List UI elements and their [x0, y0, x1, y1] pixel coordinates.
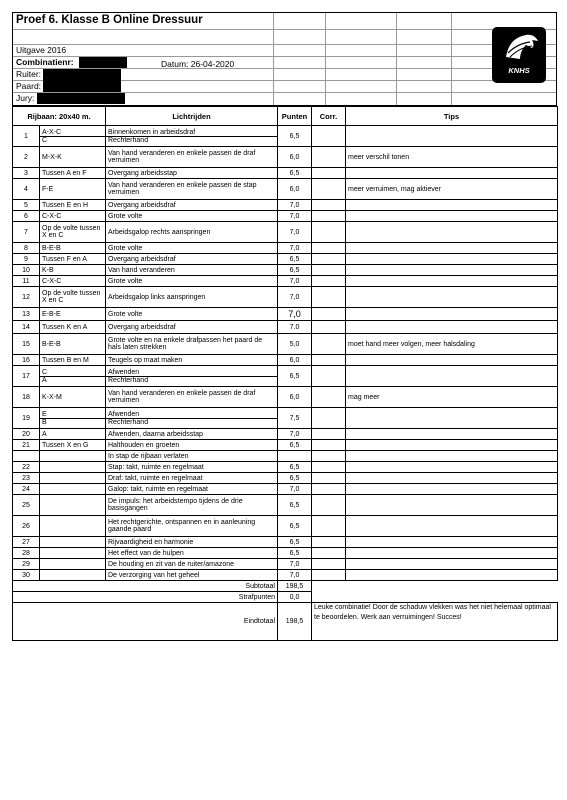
- row-description: Van hand veranderen: [106, 265, 278, 276]
- eindtotaal-label: Eindtotaal: [13, 603, 278, 641]
- col-lichtrijden: Lichtrijden: [106, 107, 278, 126]
- row-tips: [346, 484, 558, 495]
- col-rijbaan: Rijbaan: 20x40 m.: [13, 107, 106, 126]
- row-punten: 6,0: [278, 355, 312, 366]
- table-row: [13, 334, 558, 355]
- row-tips: [346, 548, 558, 559]
- row-location: Tussen A en F: [40, 168, 106, 179]
- row-description: [106, 366, 278, 387]
- row-number: 23: [13, 473, 40, 484]
- row-corr: [312, 126, 346, 147]
- row-description: Rijvaardigheid en harmonie: [106, 537, 278, 548]
- row-punten: 6,5: [278, 366, 312, 387]
- row-punten: 6,5: [278, 548, 312, 559]
- row-description: Van hand veranderen en enkele passen de draf verruimen: [106, 147, 278, 168]
- row-description: [106, 408, 278, 429]
- row-description: Het rechtgerichte, ontspannen en in aanleuning gaande paard: [106, 516, 278, 537]
- row-location: [40, 570, 106, 581]
- row-punten: 6,5: [278, 495, 312, 516]
- row-number: 24: [13, 484, 40, 495]
- row-location: [40, 451, 106, 462]
- table-row: [13, 179, 558, 200]
- row-punten: 6,5: [278, 473, 312, 484]
- table-row: [13, 451, 558, 462]
- row-tips: meer verruimen, mag aktiever: [346, 179, 558, 200]
- table-row: [13, 440, 558, 451]
- row-punten: 6,0: [278, 147, 312, 168]
- row-tips: [346, 265, 558, 276]
- knhs-logo: [492, 27, 546, 83]
- row-location: A: [40, 429, 106, 440]
- table-row: [13, 254, 558, 265]
- row-location: [40, 473, 106, 484]
- row-tips: [346, 366, 558, 387]
- row-location: [40, 126, 106, 147]
- row-corr: [312, 451, 346, 462]
- table-row: [13, 473, 558, 484]
- row-number: 8: [13, 243, 40, 254]
- row-corr: [312, 334, 346, 355]
- row-punten: 7,0: [278, 484, 312, 495]
- table-row: [13, 287, 558, 308]
- location-part: B: [40, 418, 105, 426]
- row-corr: [312, 200, 346, 211]
- row-punten: 6,5: [278, 516, 312, 537]
- table-row: [13, 355, 558, 366]
- table-row: [13, 321, 558, 334]
- row-location: Tussen X en G: [40, 440, 106, 451]
- description-part: Binnenkomen in arbeidsdraf: [108, 128, 196, 136]
- strafpunten-label: Strafpunten: [13, 592, 278, 603]
- score-table: [12, 106, 558, 641]
- page-title: Proef 6. Klasse B Online Dressuur: [16, 14, 203, 26]
- row-number: 6: [13, 211, 40, 222]
- location-part: A: [40, 376, 105, 384]
- row-punten: 7,0: [278, 222, 312, 243]
- row-number: [13, 451, 40, 462]
- row-number: 16: [13, 355, 40, 366]
- row-location: [40, 408, 106, 429]
- row-tips: [346, 254, 558, 265]
- row-tips: [346, 308, 558, 321]
- row-number: 9: [13, 254, 40, 265]
- table-row: [13, 308, 558, 321]
- row-location: Op de volte tussen X en C: [40, 222, 106, 243]
- redacted-jury: [37, 93, 125, 104]
- table-row: [13, 559, 558, 570]
- row-number: 19: [13, 408, 40, 429]
- row-description: Arbeidsgalop links aanspringen: [106, 287, 278, 308]
- row-punten: 7,0: [278, 276, 312, 287]
- row-description: Overgang arbeidsdraf: [106, 200, 278, 211]
- row-corr: [312, 495, 346, 516]
- row-number: 26: [13, 516, 40, 537]
- table-row: [13, 126, 558, 147]
- row-corr: [312, 265, 346, 276]
- row-punten: 6,5: [278, 126, 312, 147]
- row-corr: [312, 429, 346, 440]
- row-tips: [346, 570, 558, 581]
- row-tips: [346, 200, 558, 211]
- table-row: [13, 516, 558, 537]
- row-punten: 7,0: [278, 287, 312, 308]
- row-description: De houding en zit van de ruiter/amazone: [106, 559, 278, 570]
- row-number: 15: [13, 334, 40, 355]
- row-punten: 6,0: [278, 179, 312, 200]
- table-row: [13, 147, 558, 168]
- col-tips: Tips: [346, 107, 558, 126]
- table-row: [13, 484, 558, 495]
- table-row: [13, 168, 558, 179]
- row-location: C-X-C: [40, 276, 106, 287]
- row-number: 28: [13, 548, 40, 559]
- table-row: [13, 387, 558, 408]
- row-number: 14: [13, 321, 40, 334]
- row-punten: 6,0: [278, 387, 312, 408]
- row-location: [40, 495, 106, 516]
- description-part: Rechterhand: [106, 418, 277, 426]
- row-punten: [278, 451, 312, 462]
- row-corr: [312, 355, 346, 366]
- row-location: F-E: [40, 179, 106, 200]
- table-row: [13, 548, 558, 559]
- row-punten: 7,5: [278, 408, 312, 429]
- row-tips: [346, 321, 558, 334]
- row-punten: 6,5: [278, 168, 312, 179]
- row-corr: [312, 570, 346, 581]
- header-block: [12, 12, 557, 106]
- table-row: [13, 495, 558, 516]
- row-punten: 6,5: [278, 440, 312, 451]
- row-tips: moet hand meer volgen, meer halsdaling: [346, 334, 558, 355]
- row-location: B-E-B: [40, 243, 106, 254]
- row-location: K-X-M: [40, 387, 106, 408]
- row-number: 4: [13, 179, 40, 200]
- row-corr: [312, 254, 346, 265]
- row-punten: 6,5: [278, 462, 312, 473]
- row-corr: [312, 147, 346, 168]
- table-row: [13, 570, 558, 581]
- row-number: 30: [13, 570, 40, 581]
- table-row: [13, 243, 558, 254]
- row-punten: 6,5: [278, 265, 312, 276]
- table-row: [13, 429, 558, 440]
- row-tips: [346, 276, 558, 287]
- row-corr: [312, 308, 346, 321]
- row-tips: [346, 462, 558, 473]
- row-tips: [346, 473, 558, 484]
- row-number: 12: [13, 287, 40, 308]
- row-location: [40, 516, 106, 537]
- row-description: Arbeidsgalop rechts aanspringen: [106, 222, 278, 243]
- row-corr: [312, 537, 346, 548]
- row-number: 13: [13, 308, 40, 321]
- row-tips: [346, 222, 558, 243]
- row-number: 20: [13, 429, 40, 440]
- subtotaal-row: [13, 581, 558, 592]
- location-part: C: [42, 368, 48, 376]
- row-description: Afwenden, daarna arbeidsstap: [106, 429, 278, 440]
- row-number: 17: [13, 366, 40, 387]
- description-part: Rechterhand: [106, 136, 277, 144]
- row-punten: 6,5: [278, 537, 312, 548]
- row-tips: [346, 451, 558, 462]
- table-row: [13, 265, 558, 276]
- uitgave-label: Uitgave 2016: [16, 45, 67, 55]
- row-location: C-X-C: [40, 211, 106, 222]
- table-row: [13, 211, 558, 222]
- row-corr: [312, 408, 346, 429]
- row-location: Tussen B en M: [40, 355, 106, 366]
- eindtotaal-row: [13, 603, 558, 641]
- horse-head-icon: [492, 27, 546, 67]
- row-description: Teugels op maat maken: [106, 355, 278, 366]
- description-part: Afwenden: [108, 368, 140, 376]
- subtotaal-value: 198,5: [278, 581, 312, 592]
- row-corr: [312, 440, 346, 451]
- row-location: Tussen F en A: [40, 254, 106, 265]
- row-tips: meer verschil tonen: [346, 147, 558, 168]
- table-row: [13, 462, 558, 473]
- location-part: A-X-C: [42, 128, 62, 136]
- row-punten: 7,0: [278, 308, 312, 321]
- table-row: [13, 200, 558, 211]
- description-part: Rechterhand: [106, 376, 277, 384]
- table-header-row: [13, 107, 558, 126]
- row-corr: [312, 287, 346, 308]
- strafpunten-row: [13, 592, 558, 603]
- subtotaal-label: Subtotaal: [13, 581, 278, 592]
- row-tips: [346, 429, 558, 440]
- table-row: [13, 366, 558, 387]
- col-corr: Corr.: [312, 107, 346, 126]
- row-location: K-B: [40, 265, 106, 276]
- row-description: Grote volte en na enkele drafpassen het paard de hals laten strekken: [106, 334, 278, 355]
- row-corr: [312, 222, 346, 243]
- judge-comment: Leuke combinatie! Door de schaduw vlekken was het niet helemaal optimaal te beoordelen. Werk aan verruimingen! Succes!: [312, 603, 558, 641]
- row-description: Stap: takt, ruimte en regelmaat: [106, 462, 278, 473]
- row-tips: mag meer: [346, 387, 558, 408]
- row-number: 18: [13, 387, 40, 408]
- combinatie-label: Combinatienr:: [16, 57, 74, 67]
- row-corr: [312, 516, 346, 537]
- row-location: [40, 366, 106, 387]
- row-tips: [346, 168, 558, 179]
- paard-label: Paard:: [16, 81, 42, 91]
- row-location: [40, 484, 106, 495]
- row-description: In stap de rijbaan verlaten: [106, 451, 278, 462]
- row-tips: [346, 355, 558, 366]
- row-description: Grote volte: [106, 308, 278, 321]
- row-punten: 7,0: [278, 211, 312, 222]
- row-location: [40, 548, 106, 559]
- row-punten: 7,0: [278, 559, 312, 570]
- redacted-ruiter-paard: [43, 69, 121, 92]
- row-punten: 7,0: [278, 429, 312, 440]
- row-tips: [346, 516, 558, 537]
- row-tips: [346, 537, 558, 548]
- row-number: 22: [13, 462, 40, 473]
- row-number: 7: [13, 222, 40, 243]
- row-corr: [312, 548, 346, 559]
- row-description: [106, 126, 278, 147]
- row-description: Overgang arbeidsdraf: [106, 254, 278, 265]
- location-part: C: [40, 136, 105, 144]
- row-tips: [346, 126, 558, 147]
- row-corr: [312, 559, 346, 570]
- row-location: Tussen E en H: [40, 200, 106, 211]
- row-description: Overgang arbeidsdraf: [106, 321, 278, 334]
- redacted-combinatienr: [79, 57, 127, 68]
- row-corr: [312, 366, 346, 387]
- row-punten: 7.0: [278, 321, 312, 334]
- row-description: Van hand veranderen en enkele passen de draf verruimen: [106, 387, 278, 408]
- strafpunten-value: 0,0: [278, 592, 312, 603]
- row-number: 3: [13, 168, 40, 179]
- location-part: E: [42, 410, 47, 418]
- row-number: 11: [13, 276, 40, 287]
- row-tips: [346, 287, 558, 308]
- row-description: Galop: takt, ruimte en regelmaat: [106, 484, 278, 495]
- row-location: [40, 559, 106, 570]
- row-tips: [346, 495, 558, 516]
- row-description: Overgang arbeidsstap: [106, 168, 278, 179]
- table-row: [13, 222, 558, 243]
- row-corr: [312, 168, 346, 179]
- row-tips: [346, 211, 558, 222]
- row-corr: [312, 484, 346, 495]
- row-description: Het effect van de hulpen: [106, 548, 278, 559]
- row-description: Van hand veranderen en enkele passen de stap verruimen: [106, 179, 278, 200]
- row-corr: [312, 462, 346, 473]
- eindtotaal-value: 198,5: [278, 603, 312, 641]
- row-description: De verzorging van het geheel: [106, 570, 278, 581]
- row-number: 29: [13, 559, 40, 570]
- row-description: Grote volte: [106, 276, 278, 287]
- row-corr: [312, 473, 346, 484]
- row-number: 27: [13, 537, 40, 548]
- row-location: Tussen K en A: [40, 321, 106, 334]
- row-location: B-E-B: [40, 334, 106, 355]
- row-tips: [346, 440, 558, 451]
- row-number: 10: [13, 265, 40, 276]
- row-location: [40, 462, 106, 473]
- row-corr: [312, 243, 346, 254]
- row-corr: [312, 276, 346, 287]
- row-description: Halthouden en groeten: [106, 440, 278, 451]
- row-number: 1: [13, 126, 40, 147]
- row-punten: 7,0: [278, 570, 312, 581]
- ruiter-label: Ruiter:: [16, 69, 42, 79]
- logo-text: KNHS: [508, 66, 530, 75]
- row-corr: [312, 179, 346, 200]
- row-tips: [346, 243, 558, 254]
- row-number: 2: [13, 147, 40, 168]
- col-punten: Punten: [278, 107, 312, 126]
- row-tips: [346, 408, 558, 429]
- table-row: [13, 276, 558, 287]
- row-number: 25: [13, 495, 40, 516]
- row-tips: [346, 559, 558, 570]
- row-punten: 7,0: [278, 200, 312, 211]
- table-row: [13, 537, 558, 548]
- row-location: [40, 537, 106, 548]
- row-description: Grote volte: [106, 243, 278, 254]
- row-number: 21: [13, 440, 40, 451]
- row-description: Draf: takt, ruimte en regelmaat: [106, 473, 278, 484]
- row-corr: [312, 211, 346, 222]
- jury-label: Jury:: [16, 93, 35, 103]
- row-punten: 6,5: [278, 254, 312, 265]
- description-part: Afwenden: [108, 410, 140, 418]
- row-corr: [312, 387, 346, 408]
- row-punten: 5,0: [278, 334, 312, 355]
- row-location: E-B-E: [40, 308, 106, 321]
- protocol-sheet: [12, 12, 557, 625]
- row-description: De impuls: het arbeidstempo tijdens de drie basisgangen: [106, 495, 278, 516]
- row-description: Grote volte: [106, 211, 278, 222]
- row-number: 5: [13, 200, 40, 211]
- row-punten: 7,0: [278, 243, 312, 254]
- table-row: [13, 408, 558, 429]
- row-location: Op de volte tussen X en C: [40, 287, 106, 308]
- row-location: M-X-K: [40, 147, 106, 168]
- datum-text: Datum: 26-04-2020: [161, 59, 235, 69]
- row-corr: [312, 321, 346, 334]
